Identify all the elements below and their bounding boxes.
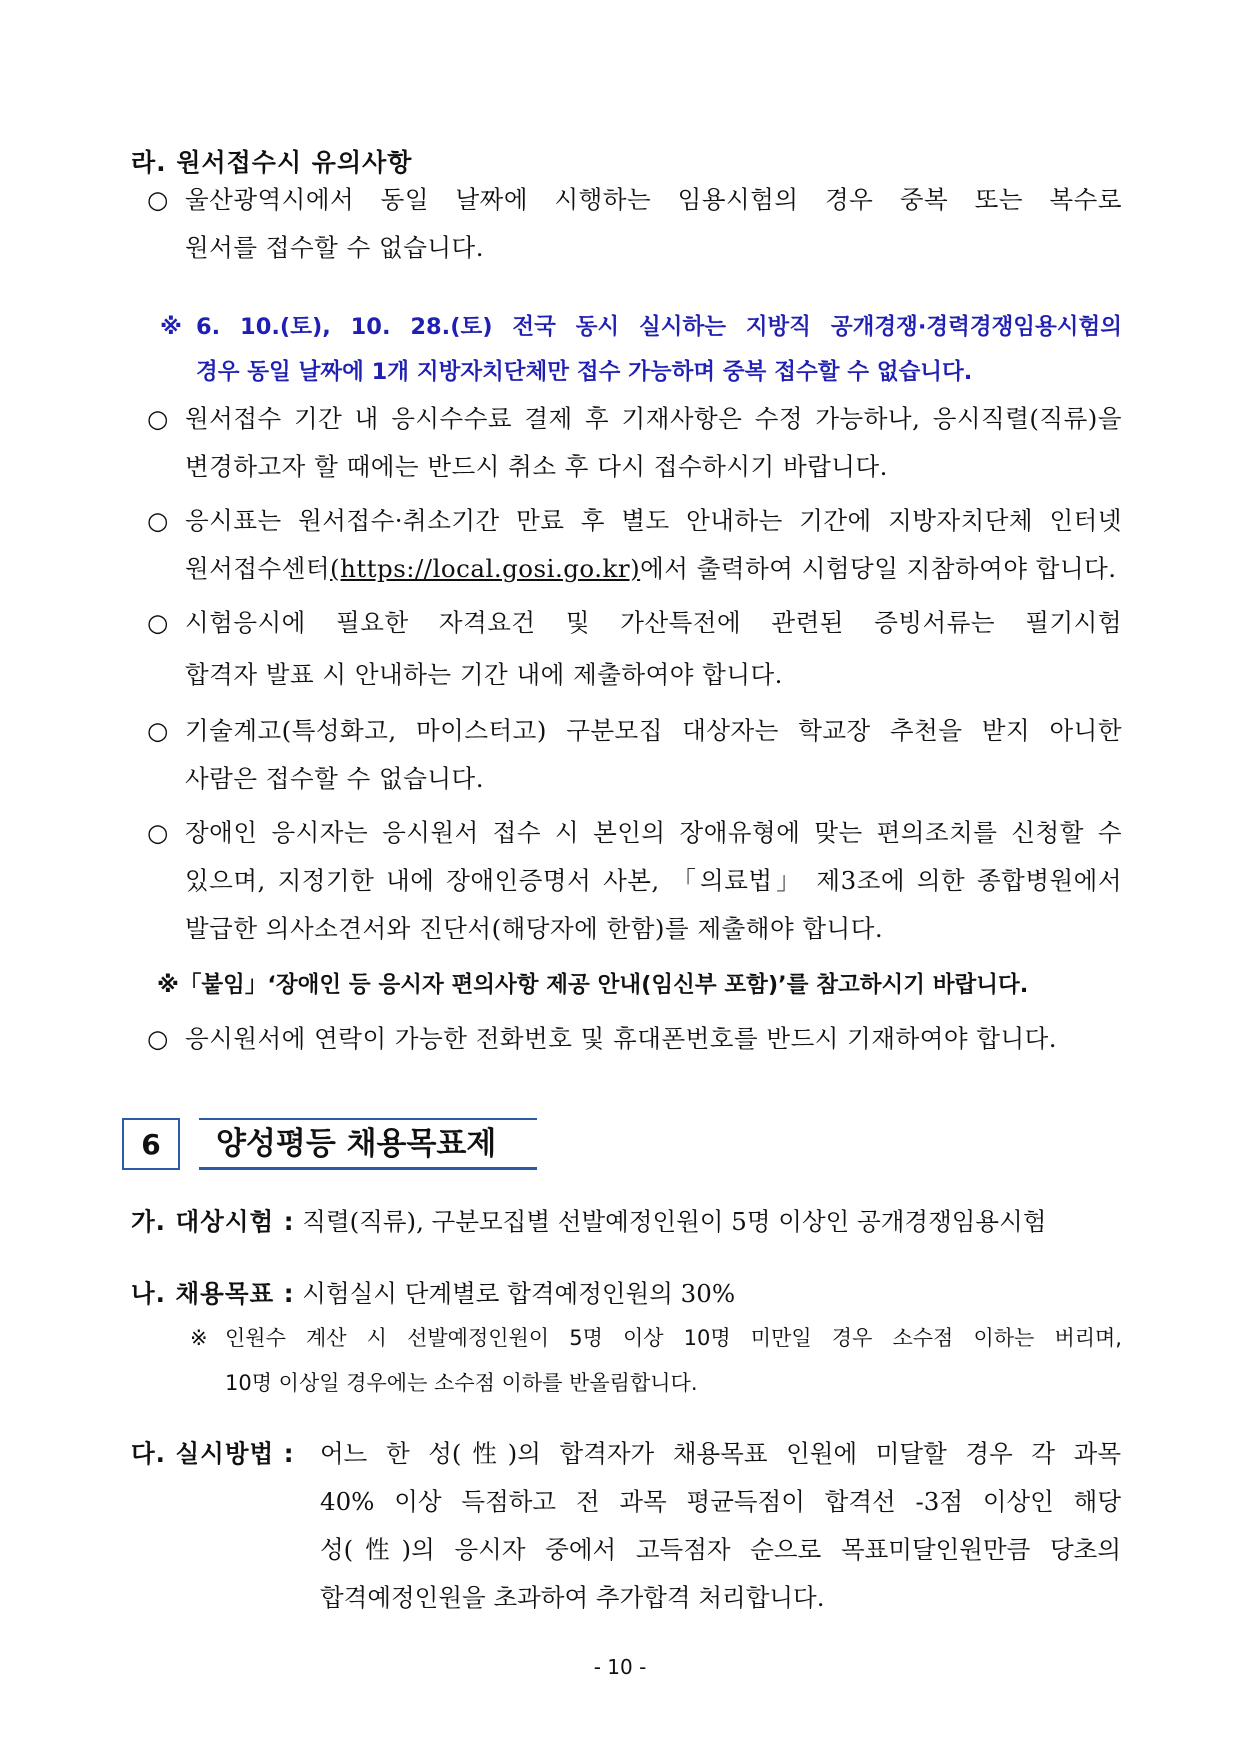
list-item bbox=[147, 395, 1122, 491]
list-item bbox=[147, 809, 1122, 953]
note-mark: ※ bbox=[160, 314, 182, 340]
item-line: 장애인 응시자는 응시원서 접수 시 본인의 장애유형에 맞는 편의조치를 신청할 수 bbox=[185, 818, 1122, 847]
item-line: 합격자 발표 시 안내하는 기간 내에 제출하여야 합니다. bbox=[185, 660, 783, 689]
item-line: 시험응시에 필요한 자격요건 및 가산특전에 관련된 증빙서류는 필기시험 bbox=[185, 608, 1122, 637]
item-line-suffix: 에서 출력하여 시험당일 지참하여야 합니다. bbox=[640, 554, 1117, 583]
section-heading-ra: 라. 원서접수시 유의사항 bbox=[131, 148, 413, 177]
list-item bbox=[147, 1015, 1122, 1063]
notice-line: 경우 동일 날짜에 1개 지방자치단체만 접수 가능하며 중복 접수할 수 없습니다. bbox=[196, 359, 973, 385]
item-line bbox=[147, 545, 1122, 593]
subsection-label: 가. 대상시험 : bbox=[131, 1207, 295, 1236]
notice-line: 6. 10.(토), 10. 28.(토) 전국 동시 실시하는 지방직 공개경쟁·경력경쟁임용시험의 bbox=[196, 314, 1122, 340]
list-item bbox=[147, 176, 1122, 272]
bullet-circle: ○ bbox=[147, 404, 169, 433]
bullet-circle: ○ bbox=[147, 608, 169, 637]
item-line: 기술계고(특성화고, 마이스터고) 구분모집 대상자는 학교장 추천을 받지 아니한 bbox=[185, 716, 1122, 745]
item-line-prefix: 원서접수센터 bbox=[185, 554, 331, 583]
item-line: 사람은 접수할 수 없습니다. bbox=[185, 764, 484, 793]
subsection-text: 시험실시 단계별로 합격예정인원의 30% bbox=[302, 1279, 736, 1308]
item-line: 응시표는 원서접수·취소기간 만료 후 별도 안내하는 기간에 지방자치단체 인터넷 bbox=[185, 506, 1122, 535]
list-item bbox=[147, 707, 1122, 803]
item-line: 응시원서에 연락이 가능한 전화번호 및 휴대폰번호를 반드시 기재하여야 합니다. bbox=[185, 1024, 1058, 1053]
list-item bbox=[147, 599, 1122, 699]
subsection-na bbox=[131, 1270, 735, 1318]
item-line: 변경하고자 할 때에는 반드시 취소 후 다시 접수하시기 바랍니다. bbox=[185, 452, 888, 481]
bullet-circle: ○ bbox=[147, 185, 169, 214]
note-mark: ※ bbox=[190, 1326, 208, 1350]
item-line: 원서접수 기간 내 응시수수료 결제 후 기재사항은 수정 가능하나, 응시직렬(직류)을 bbox=[185, 404, 1122, 433]
gosi-website-link[interactable]: (https://local.gosi.go.kr) bbox=[330, 554, 641, 583]
subsection-label: 나. 채용목표 : bbox=[131, 1279, 295, 1308]
method-line: 성(性)의 응시자 중에서 고득점자 순으로 목표미달인원만큼 당초의 bbox=[320, 1535, 1121, 1564]
attachment-reference-note: ※「붙임」‘장애인 등 응시자 편의사항 제공 안내(임신부 포함)’를 참고하시기 바랍니다. bbox=[157, 972, 1029, 998]
section-title: 양성평등 채용목표제 bbox=[199, 1118, 537, 1170]
item-line: 있으며, 지정기한 내에 장애인증명서 사본, 「의료법」 제3조에 의한 종합병원에서 bbox=[185, 866, 1122, 895]
subsection-da bbox=[131, 1430, 1121, 1622]
section-6-header bbox=[122, 1118, 537, 1174]
bullet-circle: ○ bbox=[147, 818, 169, 847]
bullet-circle: ○ bbox=[147, 506, 169, 535]
item-line: 원서를 접수할 수 없습니다. bbox=[185, 233, 484, 262]
bullet-circle: ○ bbox=[147, 1024, 169, 1053]
page-number: - 10 - bbox=[593, 1655, 647, 1679]
list-item bbox=[147, 497, 1122, 593]
important-notice bbox=[160, 305, 1122, 395]
section-number: 6 bbox=[122, 1118, 180, 1170]
subsection-na-note bbox=[190, 1316, 1122, 1406]
method-line: 합격예정인원을 초과하여 추가합격 처리합니다. bbox=[320, 1583, 825, 1612]
note-line: 10명 이상일 경우에는 소수점 이하를 반올림합니다. bbox=[225, 1371, 698, 1395]
bullet-circle: ○ bbox=[147, 716, 169, 745]
note-line: 인원수 계산 시 선발예정인원이 5명 이상 10명 미만일 경우 소수점 이하는 버리며, bbox=[225, 1326, 1122, 1350]
item-line: 울산광역시에서 동일 날짜에 시행하는 임용시험의 경우 중복 또는 복수로 bbox=[185, 185, 1122, 214]
item-line: 발급한 의사소견서와 진단서(해당자에 한함)를 제출해야 합니다. bbox=[185, 914, 884, 943]
subsection-ga bbox=[131, 1198, 1046, 1246]
method-line: 어느 한 성(性)의 합격자가 채용목표 인원에 미달할 경우 각 과목 bbox=[320, 1439, 1121, 1468]
subsection-text: 직렬(직류), 구분모집별 선발예정인원이 5명 이상인 공개경쟁임용시험 bbox=[302, 1207, 1047, 1236]
method-line: 40% 이상 득점하고 전 과목 평균득점이 합격선 -3점 이상인 해당 bbox=[320, 1487, 1121, 1516]
subsection-label: 다. 실시방법 : bbox=[131, 1439, 295, 1468]
